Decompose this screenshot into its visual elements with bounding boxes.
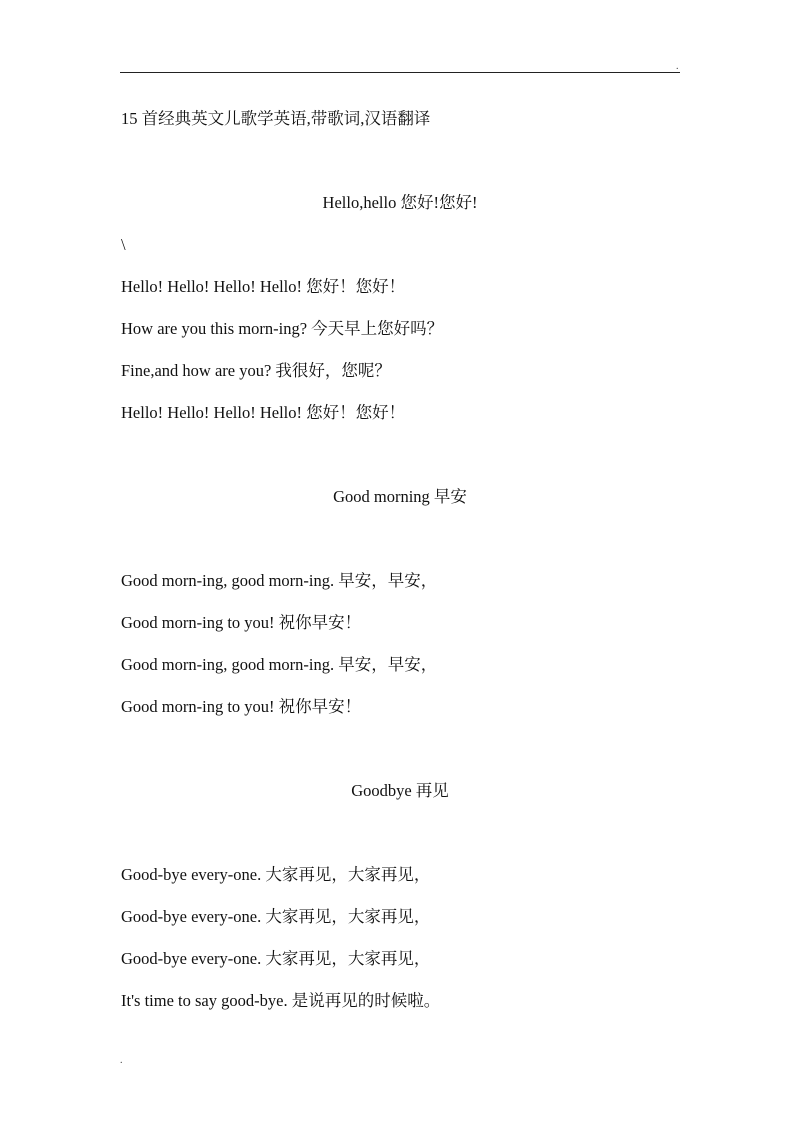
lyric-line: Good morn-ing, good morn-ing. 早安，早安，	[121, 655, 438, 674]
lyric-line: Good-bye every-one. 大家再见，大家再见，	[121, 949, 431, 968]
lyric-line: Good-bye every-one. 大家再见，大家再见，	[121, 907, 431, 926]
stray-mark: \	[121, 235, 126, 254]
lyric-line: Good morn-ing, good morn-ing. 早安，早安，	[121, 571, 438, 590]
lyric-line: Hello! Hello! Hello! Hello! 您好！您好！	[121, 277, 406, 296]
lyric-line: Fine,and how are you? 我很好，您呢？	[121, 361, 391, 380]
song-heading-goodbye: Goodbye 再见	[351, 781, 449, 800]
lyric-line: Hello! Hello! Hello! Hello! 您好！您好！	[121, 403, 406, 422]
lyric-line: How are you this morn-ing? 今天早上您好吗？	[121, 319, 444, 338]
lyric-line: Good morn-ing to you! 祝你早安！	[121, 697, 362, 716]
header-mark: .	[676, 61, 679, 72]
song-heading-hello: Hello,hello 您好!您好!	[322, 193, 478, 212]
lyric-line: It's time to say good-bye. 是说再见的时候啦。	[121, 991, 441, 1010]
document-title: 15 首经典英文儿歌学英语,带歌词,汉语翻译	[121, 109, 431, 128]
header-rule	[120, 72, 680, 73]
lyric-line: Good morn-ing to you! 祝你早安！	[121, 613, 362, 632]
lyric-line: Good-bye every-one. 大家再见，大家再见，	[121, 865, 431, 884]
song-heading-good-morning: Good morning 早安	[333, 487, 467, 506]
footer-mark: .	[120, 1055, 123, 1066]
